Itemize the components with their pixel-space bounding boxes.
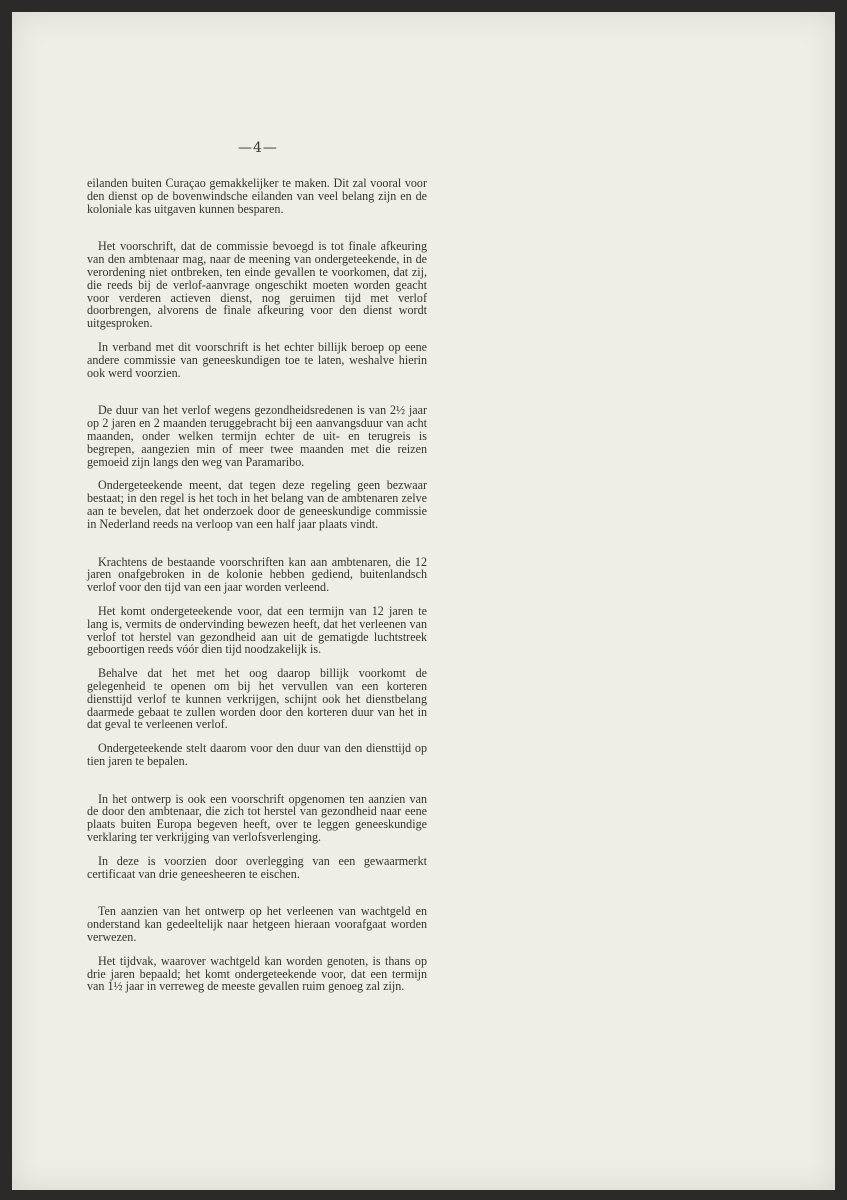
- paragraph: De duur van het verlof wegens gezondheidsredenen is van 2½ jaar op 2 jaren en 2 maanden teruggebracht bij een aanvangsduur van acht maanden, onder welken termijn echter de uit- en terugreis is begrepen, aangezien min of meer twee maanden met die reizen gemoeid zijn langs den weg van Paramaribo.: [87, 403, 427, 469]
- paragraph: Het voorschrift, dat de commissie bevoegd is tot finale afkeuring van den ambtenaar mag, naar de meening van ondergeteekende, in de verordening niet ontbreken, ten einde gevallen te voorkomen, dat zij, die reeds bij de verlof-aanvrage ongeschikt moeten worden geacht voor verderen actieven dienst, nog geruimen tijd met verlof doorbrengen, alvorens de finale afkeuring voor den dienst wordt uitgesproken.: [87, 239, 427, 331]
- paragraph: In verband met dit voorschrift is het echter billijk beroep op eene andere commissie van geneeskundigen toe te laten, weshalve hierin ook werd voorzien.: [87, 339, 427, 380]
- paragraph: Ondergeteekende meent, dat tegen deze regeling geen bezwaar bestaat; in den regel is het toch in het belang van de ambtenaren zelve aan te bevelen, dat het onderzoek door de geneeskundige commissie in Nederland reeds na verloop van een half jaar plaats vindt.: [87, 478, 427, 531]
- paragraph: Krachtens de bestaande voorschriften kan aan ambtenaren, die 12 jaren onafgebroken in de kolonie hebben gediend, buitenlandsch verlof voor den tijd van een jaar worden verleend.: [87, 554, 427, 595]
- paragraph: Ten aanzien van het ontwerp op het verleenen van wachtgeld en onderstand kan gedeeltelijk naar hetgeen hieraan voorafgaat worden verwezen.: [87, 904, 427, 945]
- body-text: [87, 177, 427, 993]
- paragraph: eilanden buiten Curaçao gemakkelijker te maken. Dit zal vooral voor den dienst op de bovenwindsche eilanden van veel belang zijn en de koloniale kas uitgaven kunnen besparen.: [87, 176, 427, 216]
- paragraph: Behalve dat het met het oog daarop billijk voorkomt de gelegenheid te openen om bij het vervullen van een korteren diensttijd verlof te kunnen verkrijgen, schijnt ook het dienstbelang daarmede gebaat te zullen worden door den korteren duur van het in dat geval te verleenen verlof.: [87, 666, 427, 732]
- paragraph: Het komt ondergeteekende voor, dat een termijn van 12 jaren te lang is, vermits de ondervinding bewezen heeft, dat het verleenen van verlof tot herstel van gezondheid aan uit de gematigde luchtstreek geboortigen reeds vóór dien tijd noodzakelijk is.: [87, 603, 427, 657]
- document-page: [12, 12, 835, 1190]
- paragraph: In het ontwerp is ook een voorschrift opgenomen ten aanzien van de door den ambtenaar, die zich tot herstel van gezondheid naar eene plaats buiten Europa begeven heeft, over te leggen geneeskundige verklaring ter verkrijging van verlofsverlenging.: [87, 791, 427, 845]
- paragraph: In deze is voorzien door overlegging van een gewaarmerkt certificaat van drie geneesheeren te eischen.: [87, 853, 427, 881]
- page-number: —4—: [238, 140, 278, 156]
- paragraph: Het tijdvak, waarover wachtgeld kan worden genoten, is thans op drie jaren bepaald; het komt ondergeteekende voor, dat een termijn van 1½ jaar in verreweg de meeste gevallen ruim genoeg zal zijn.: [87, 953, 427, 994]
- paragraph: Ondergeteekende stelt daarom voor den duur van den diensttijd op tien jaren te bepalen.: [87, 741, 427, 768]
